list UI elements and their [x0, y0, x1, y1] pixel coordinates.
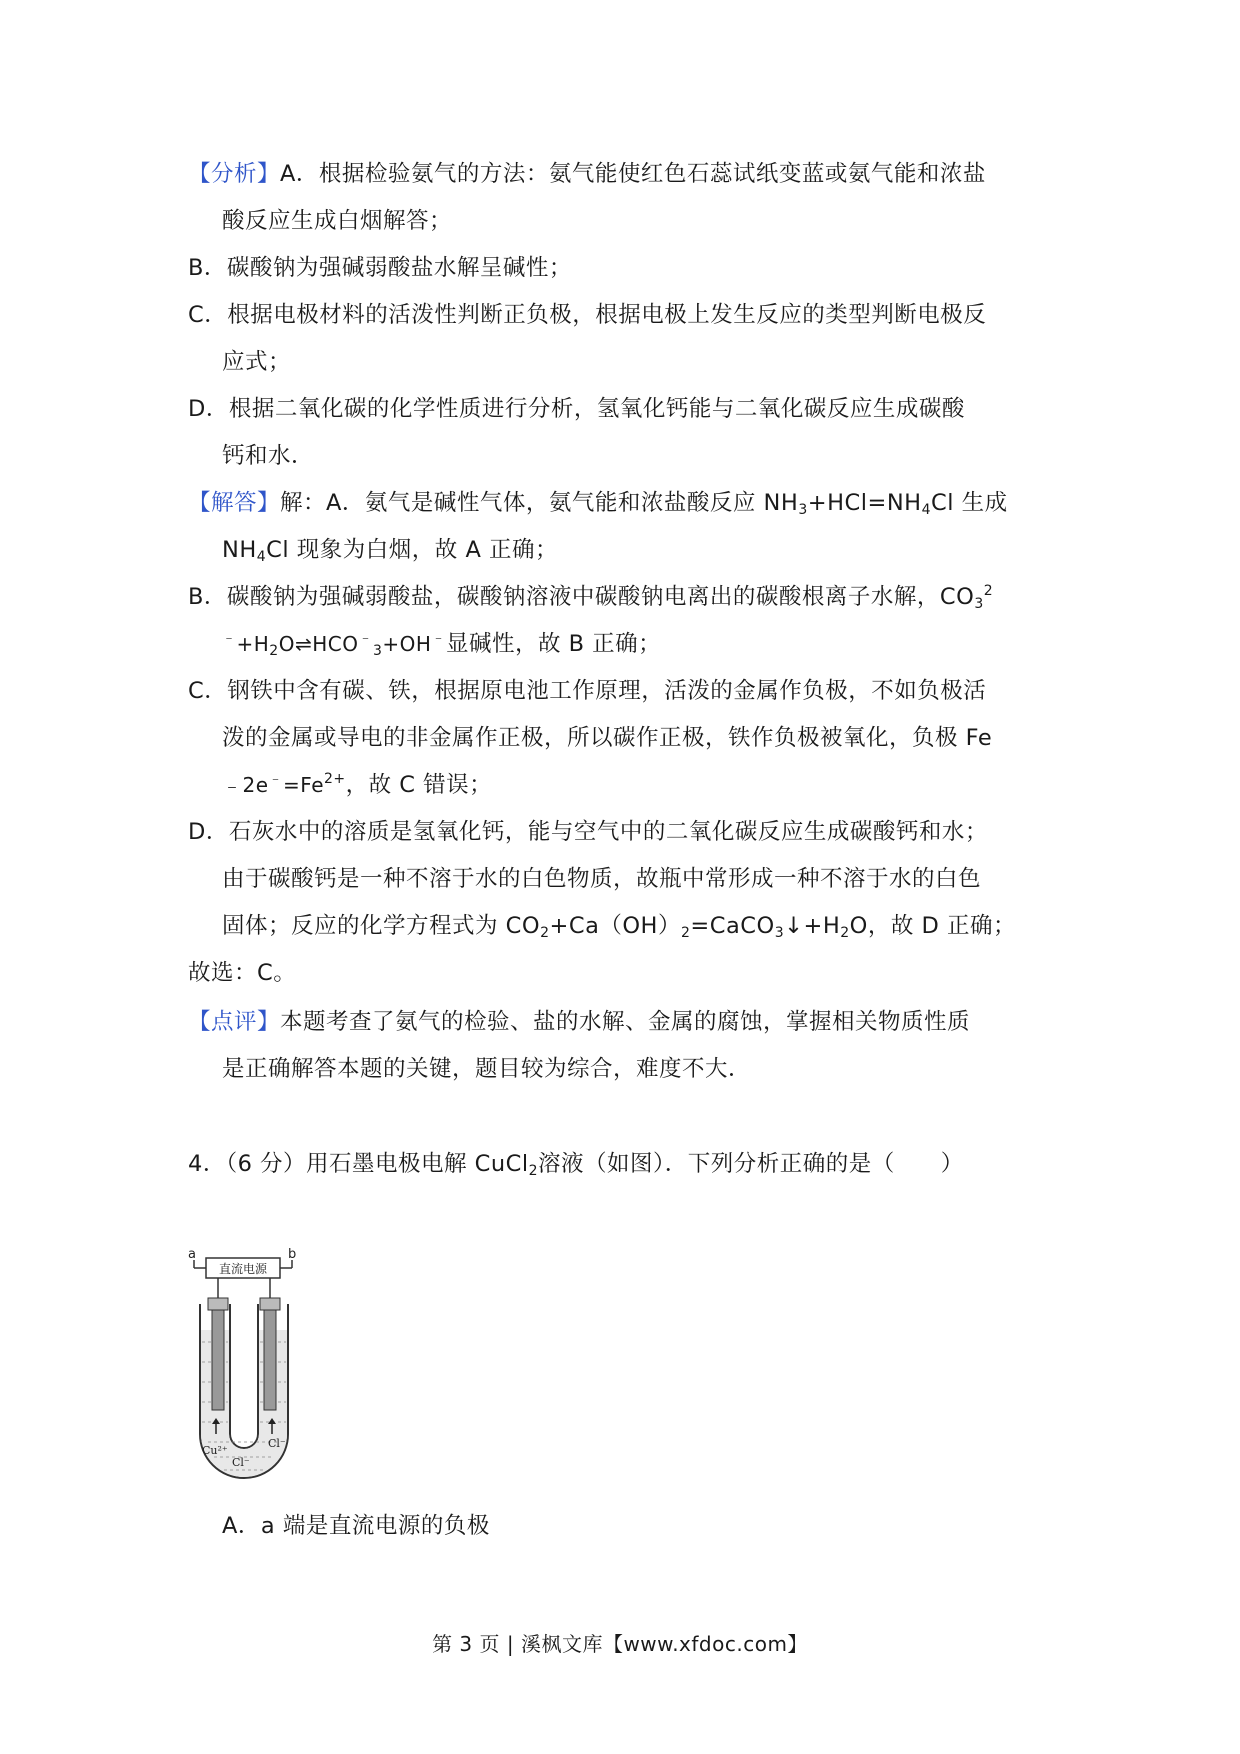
analysis-tag: 【分析】 — [188, 161, 281, 187]
answer-line-3: B．碳酸钠为强碱弱酸盐，碳酸钠溶液中碳酸钠电离出的碳酸根离子水解，$CO_3^2$ — [188, 583, 994, 612]
terminal-a-label: a — [188, 1247, 196, 1262]
answer-line-2: $NH_4Cl$ 现象为白烟，故 A 正确； — [222, 537, 558, 565]
terminal-b-label: b — [288, 1247, 297, 1262]
graphite-electrode-left — [212, 1310, 224, 1410]
stopper-right — [260, 1298, 280, 1310]
analysis-line-1: 【分析】A．根据检验氨气的方法：氨气能使红色石蕊试纸变蓝或氨气能和浓盐 — [188, 161, 986, 187]
stopper-left — [208, 1298, 228, 1310]
page-footer: 第 3 页 | 溪枫文库【www.xfdoc.com】 — [432, 1632, 808, 1656]
answer-line-9: 由于碳酸钙是一种不溶于水的白色物质，故瓶中常形成一种不溶于水的白色 — [222, 866, 982, 892]
answer-line-1: 【解答】解：A．氨气是碱性气体，氨气能和浓盐酸反应 $NH_3+HCl=NH_4Cl$ 生成 — [188, 490, 1008, 518]
analysis-line-2: 酸反应生成白烟解答； — [222, 208, 453, 234]
electrolysis-cell-figure — [188, 1242, 300, 1492]
analysis-line-6: D．根据二氧化碳的化学性质进行分析，氢氧化钙能与二氧化碳反应生成碳酸 — [188, 396, 965, 422]
answer-line-4: $^﹣+H_2O\rightleftharpoons HCO^﹣_3+OH^﹣$显碱性，故 B 正确； — [222, 630, 662, 659]
comment-line-1: 【点评】本题考查了氨气的检验、盐的水解、金属的腐蚀，掌握相关物质性质 — [188, 1009, 971, 1035]
answer-line-6: 泼的金属或导电的非金属作正极，所以碳作正极，铁作负极被氧化，负极 Fe — [222, 725, 993, 751]
option-a: A．a 端是直流电源的负极 — [222, 1513, 490, 1539]
cl-ion-label-bottom: Cl⁻ — [232, 1456, 250, 1469]
comment-line-2: 是正确解答本题的关键，题目较为综合，难度不大． — [222, 1056, 752, 1082]
analysis-line-5: 应式； — [222, 349, 292, 375]
graphite-electrode-right — [264, 1310, 276, 1410]
comment-tag: 【点评】 — [188, 1009, 281, 1035]
power-supply-label: 直流电源 — [218, 1262, 268, 1276]
cl-ion-label-right: Cl⁻ — [268, 1437, 286, 1450]
answer-line-8: D．石灰水中的溶质是氢氧化钙，能与空气中的二氧化碳反应生成碳酸钙和水； — [188, 819, 988, 845]
answer-choice: 故选：C。 — [188, 960, 297, 986]
answer-line-5: C．钢铁中含有碳、铁，根据原电池工作原理，活泼的金属作负极，不如负极活 — [188, 678, 987, 704]
answer-tag: 【解答】 — [188, 490, 281, 516]
analysis-line-7: 钙和水． — [222, 443, 315, 469]
cu-ion-label: Cu²⁺ — [202, 1444, 228, 1457]
analysis-line-3: B．碳酸钠为强碱弱酸盐水解呈碱性； — [188, 255, 572, 281]
analysis-line-4: C．根据电极材料的活泼性判断正负极，根据电极上发生反应的类型判断电极反 — [188, 302, 987, 328]
answer-line-10: 固体；反应的化学方程式为 $CO_2+Ca(OH)_2=CaCO_3↓+H_2O$，故 D 正确； — [222, 913, 1016, 941]
answer-line-7: $﹣2e^﹣=Fe^{2+}$，故 C 错误； — [222, 771, 493, 798]
question-stem: 4．（6 分）用石墨电极电解 CuCl$_2$溶液（如图）．下列分析正确的是（ ） — [188, 1151, 964, 1179]
